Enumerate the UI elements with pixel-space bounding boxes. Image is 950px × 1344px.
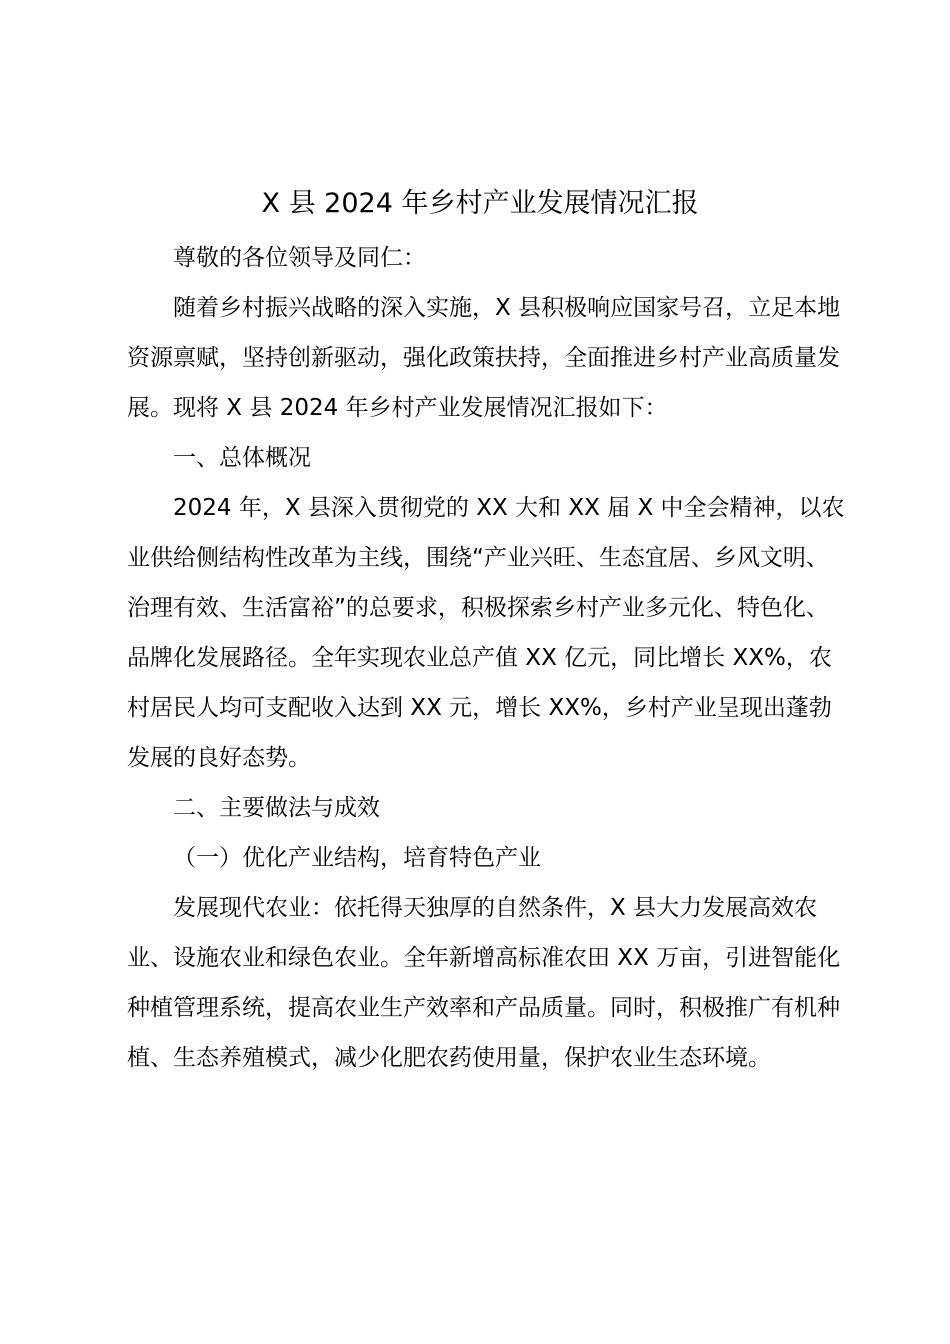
intro-paragraph: 随着乡村振兴战略的深入实施，X 县积极响应国家号召，立足本地资源禀赋，坚持创新驱动，强化政策扶持，全面推进乡村产业高质量发展。现将 X 县 2024 年乡村产业发展情况汇报如下： — [127, 295, 841, 421]
section-heading-overview: 一、总体概况 — [173, 445, 311, 471]
section-heading-measures: 二、主要做法与成效 — [173, 795, 380, 821]
document-title: X 县 2024 年乡村产业发展情况汇报 — [261, 188, 699, 219]
modern-agriculture-paragraph: 发展现代农业：依托得天独厚的自然条件，X 县大力发展高效农业、设施农业和绿色农业。全年新增高标准农田 XX 万亩，引进智能化种植管理系统，提高农业生产效率和产品质量。同时，积极推广有机种植、生态养殖模式，减少化肥农药使用量，保护农业生态环境。 — [127, 895, 841, 1071]
overview-paragraph: 2024 年，X 县深入贯彻党的 XX 大和 XX 届 X 中全会精神，以农业供给侧结构性改革为主线，围绕“产业兴旺、生态宜居、乡风文明、治理有效、生活富裕”的总要求，积极探索乡村产业多元化、特色化、品牌化发展路径。全年实现农业总产值 XX 亿元，同比增长 XX%，农村居民人均可支配收入达到 XX 元，增长 XX%，乡村产业呈现出蓬勃发展的良好态势。 — [127, 495, 845, 771]
greeting-paragraph: 尊敬的各位领导及同仁： — [173, 245, 426, 271]
document-body — [127, 233, 847, 1083]
subsection-heading-structure: （一）优化产业结构，培育特色产业 — [173, 845, 541, 871]
